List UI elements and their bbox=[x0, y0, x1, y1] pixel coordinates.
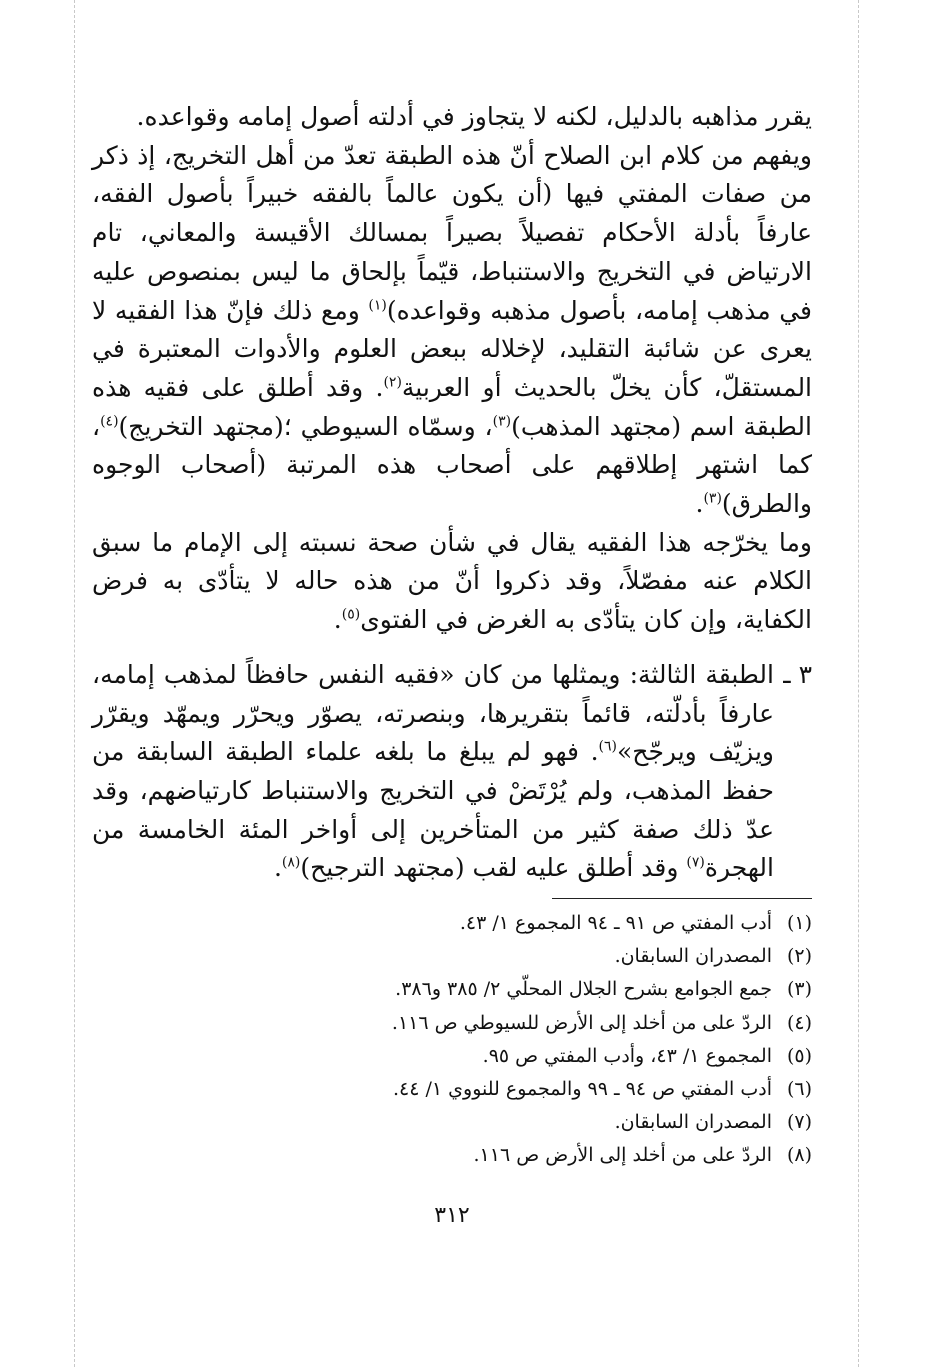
third-layer-text: . فهو لم يبلغ ما بلغه علماء الطبقة السابقة من حفظ المذهب، ولم يُرْتَضْ في التخريج والاستنباط كارتياضهم، وقد عدّ ذلك صفة كثير من المتأخرين إلى أواخر المئة الخامسة من الهجرة bbox=[92, 737, 774, 883]
footnote-ref-2: (٢) bbox=[383, 374, 402, 391]
paragraph-2 bbox=[92, 137, 812, 524]
footnote-text: الردّ على من أخلد إلى الأرض ص ١١٦. bbox=[473, 1144, 772, 1167]
footnote-number: (٢) bbox=[786, 945, 812, 968]
paragraph-1: يقرر مذاهبه بالدليل، لكنه لا يتجاوز في أدلته أصول إمامه وقواعده. bbox=[136, 102, 812, 131]
footnote-ref-6: (٦) bbox=[598, 738, 618, 755]
scan-fold-line-left bbox=[74, 0, 75, 1367]
paragraph-3 bbox=[92, 524, 812, 640]
paragraph-2-text: ويفهم من كلام ابن الصلاح أنّ هذه الطبقة تعدّ من أهل التخريج، إذ ذكر من صفات المفتي فيها (أن يكون عالماً بالفقه خبيراً بأصول الفقه، عارفاً بأدلة الأحكام تفصيلاً بصيراً بمسالك الأقيسة والمعاني، تام الارتياض في التخريج والاستنباط، قيّماً بإلحاق ما ليس بمنصوص عليه في مذهب إمامه، بأصول مذهبه وقواعده) bbox=[92, 140, 813, 325]
footnote-number: (١) bbox=[786, 912, 812, 935]
paragraph-2-text: ومع ذلك فإنّ هذا الفقيه لا يعرى عن شائبة التقليد، لإخلاله ببعض العلوم والأدوات المعتبرة في المستقلّ، كأن يخلّ بالحديث أو العربية bbox=[92, 295, 813, 402]
footnote-number: (٤) bbox=[786, 1011, 812, 1034]
footnote-ref-4: (٤) bbox=[100, 413, 119, 430]
scan-fold-line-right bbox=[858, 0, 859, 1367]
footnote-item bbox=[92, 1139, 812, 1172]
third-layer-text: الطبقة الثالثة: ويمثلها من كان «فقيه النفس حافظاً لمذهب إمامه، عارفاً بأدلّته، قائماً بتقريرها، وبنصرته، يصوّر ويحرّر ويمهّد ويقرّر ويزيّف ويرجّح» bbox=[92, 659, 775, 767]
paragraph-2-text: . وقد أطلق على فقيه هذه الطبقة اسم (مجتهد المذهب) bbox=[92, 372, 812, 441]
footnote-item bbox=[92, 1073, 812, 1106]
footnote-ref-8: (٨) bbox=[281, 855, 301, 872]
paragraph-2-text: ، كما اشتهر إطلاقهم على أصحاب هذه المرتبة (أصحاب الوجوه والطرق) bbox=[92, 411, 812, 519]
footnote-number: (٧) bbox=[786, 1111, 812, 1134]
footnote-text: أدب المفتي ص ٩٤ ـ ٩٩ والمجموع للنووي ١/ ٤٤. bbox=[392, 1078, 772, 1101]
footnote-item bbox=[92, 1040, 812, 1073]
paragraph-2-text: ، وسمّاه السيوطي ؛(مجتهد التخريج) bbox=[118, 411, 493, 441]
footnote-ref-3b: (٣) bbox=[703, 490, 722, 507]
footnote-text: المصدران السابقان. bbox=[614, 945, 772, 968]
footnote-ref-3: (٣) bbox=[492, 413, 512, 430]
footnote-ref-7: (٧) bbox=[686, 855, 705, 872]
footnote-text: المجموع ١/ ٤٣، وأدب المفتي ص ٩٥. bbox=[482, 1044, 772, 1067]
book-page bbox=[92, 98, 812, 1228]
paragraph-3-text: . bbox=[333, 605, 342, 635]
footnote-number: (٦) bbox=[786, 1078, 812, 1101]
footnote-text: المصدران السابقان. bbox=[614, 1111, 772, 1134]
footnote-item bbox=[92, 1106, 812, 1139]
third-layer-text: وقد أطلق عليه لقب (مجتهد الترجيح) bbox=[300, 853, 687, 883]
footnote-number: (٣) bbox=[786, 978, 812, 1001]
section-number: ٣ ـ bbox=[783, 659, 812, 689]
footnote-text: أدب المفتي ص ٩١ ـ ٩٤ المجموع ١/ ٤٣. bbox=[459, 912, 772, 935]
footnote-ref-1: (١) bbox=[368, 297, 387, 314]
footnote-text: جمع الجوامع بشرح الجلال المحلّي ٢/ ٣٨٥ و٣٨٦. bbox=[395, 978, 772, 1001]
footnote-divider bbox=[552, 898, 812, 899]
footnotes-list bbox=[92, 907, 812, 1173]
page-number: ٣١٢ bbox=[434, 1202, 470, 1228]
third-layer-text: . bbox=[273, 853, 282, 883]
third-layer-section bbox=[92, 656, 812, 888]
footnote-ref-5: (٥) bbox=[341, 606, 361, 623]
footnote-item bbox=[92, 1007, 812, 1040]
main-text bbox=[92, 98, 812, 640]
footnote-item bbox=[92, 907, 812, 940]
paragraph-3-text: وما يخرّجه هذا الفقيه يقال في شأن صحة نسبته إلى الإمام ما سبق الكلام عنه مفصّلاً، وقد ذكروا أنّ من هذه حاله لا يتأدّى به فرض الكفاية، وإن كان يتأدّى به الغرض في الفتوى bbox=[92, 527, 812, 635]
footnote-item bbox=[92, 940, 812, 973]
footnote-number: (٥) bbox=[786, 1044, 812, 1067]
paragraph-2-text: . bbox=[695, 489, 704, 519]
footnote-item bbox=[92, 973, 812, 1006]
footnote-text: الردّ على من أخلد إلى الأرض للسيوطي ص ١١٦. bbox=[391, 1011, 772, 1034]
footnote-number: (٨) bbox=[786, 1144, 812, 1167]
